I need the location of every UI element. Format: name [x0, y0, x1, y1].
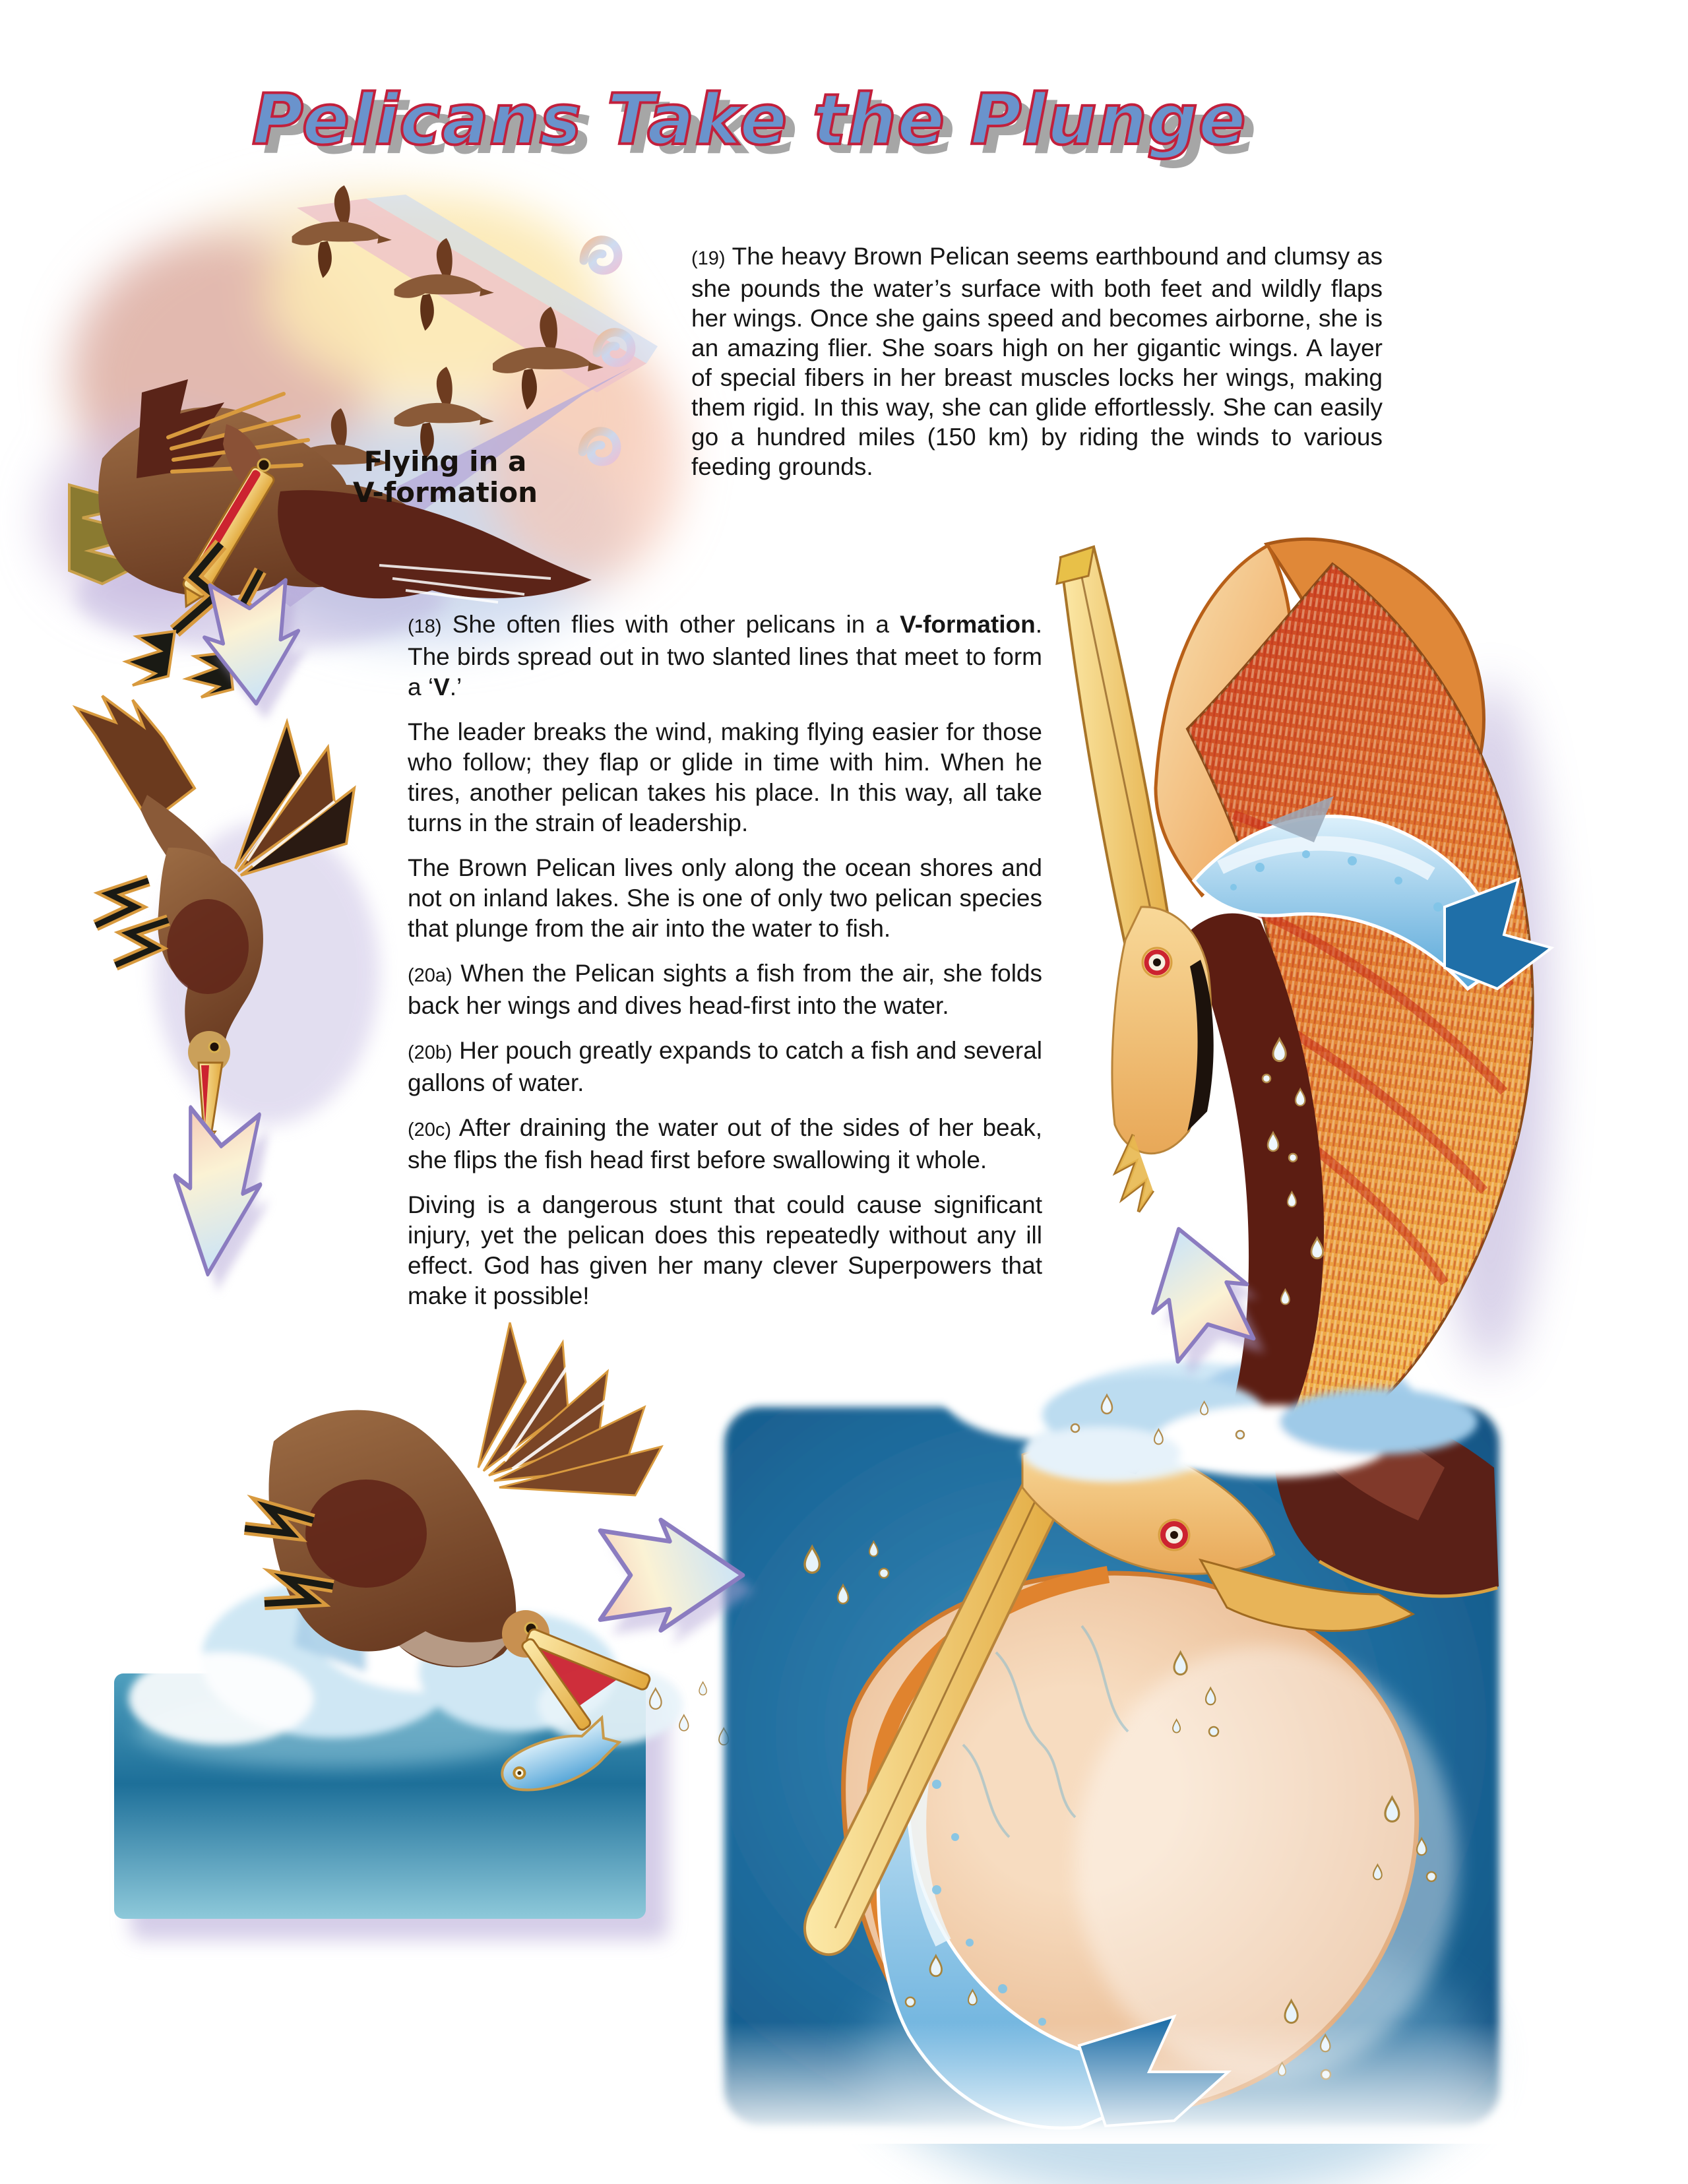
paragraph-18-text: .’: [449, 673, 462, 701]
down-arrow-icon: [185, 580, 323, 712]
paragraph-diving-text: Diving is a dangerous stunt that could cause significant injury, yet the pelican does this repeatedly without any ill effect. God has given her many clever Superpowers that make it possible!: [408, 1191, 1042, 1309]
verse-number: (20c): [408, 1119, 452, 1140]
verse-number: (18): [408, 616, 442, 637]
paragraph-shores: [408, 853, 1042, 944]
page-title: Pelicans Take the Plunge: [252, 79, 1247, 160]
paragraph-18: [408, 609, 1042, 702]
paragraph-20a: [408, 958, 1042, 1021]
v-formation-caption: [333, 446, 557, 508]
paragraph-shores-text: The Brown Pelican lives only along the ocean shores and not on inland lakes. She is one of only two pelican species that plunge from the air into the water to fish.: [408, 854, 1042, 942]
verse-number: (19): [691, 248, 726, 269]
right-wing-fan: [235, 722, 354, 875]
paragraph-20b-text: Her pouch greatly expands to catch a fish and several gallons of water.: [408, 1037, 1042, 1096]
diving-pelican-illustration: [69, 696, 359, 1131]
paragraph-diving: [408, 1190, 1042, 1311]
underwater-pouch-illustration: [712, 1375, 1514, 2144]
bold-term: V: [433, 673, 450, 701]
paragraph-19-text: The heavy Brown Pelican seems earthbound and clumsy as she pounds the water’s surface with both feet and wildly flaps her wings. Once she gains speed and becomes airborne, she is an amazing flier. She soars high on her gigantic wings. A layer of special fibers in her breast muscles locks her wings, making them rigid. In this way, she can glide effortlessly. She can easily go a hundred miles (150 km) by riding the winds to various feeding grounds.: [691, 243, 1383, 480]
feet-up-icon: [96, 881, 168, 965]
paragraph-20c: [408, 1113, 1042, 1175]
paragraph-18-text: She often flies with other pelicans in a: [452, 611, 900, 638]
paragraph-leader: [408, 717, 1042, 838]
right-arrow-icon: [574, 1497, 772, 1662]
left-text-column: [408, 609, 1042, 1311]
paragraph-19: [691, 241, 1383, 482]
verse-number: (20b): [408, 1042, 453, 1063]
caption-line-2: V-formation: [352, 476, 538, 509]
paragraph-20b: [408, 1036, 1042, 1098]
pouch-expanded-illustration: [983, 538, 1583, 1474]
caption-line-1: Flying in a: [363, 445, 527, 478]
paragraph-18-text: . The birds spread out in two slanted lines that meet to form a ‘: [408, 611, 1042, 701]
verse-number: (20a): [408, 965, 453, 986]
down-arrow-icon: [148, 1095, 287, 1293]
paragraph-20a-text: When the Pelican sights a fish from the air, she folds back her wings and dives head-first into the water.: [408, 960, 1043, 1019]
bold-term: V-formation: [900, 611, 1036, 638]
paragraph-20c-text: After draining the water out of the sides of her beak, she flips the fish head first before swallowing it whole.: [408, 1114, 1042, 1173]
paragraph-leader-text: The leader breaks the wind, making flying easier for those who follow; they flap or glide in time with him. When he tires, another pelican takes his place. In this way, all take turns in the strain of leadership.: [408, 718, 1042, 836]
